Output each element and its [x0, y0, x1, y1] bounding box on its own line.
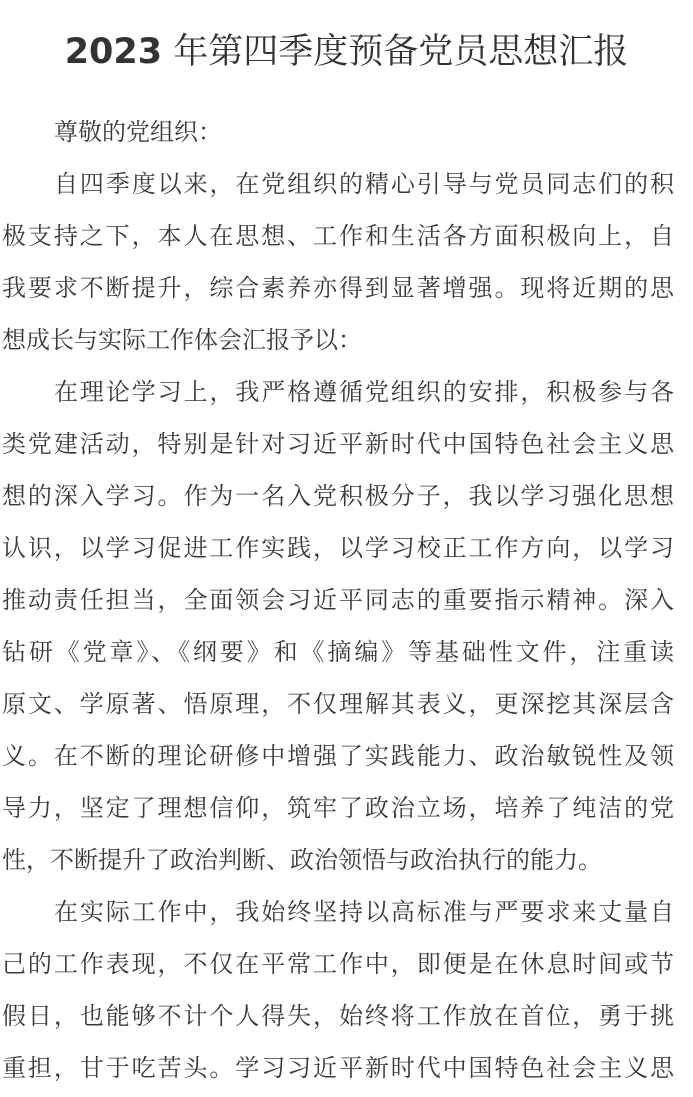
paragraph-line: 假日，也能够不计个人得失，始终将工作放在首位，勇于挑: [2, 1002, 674, 1030]
title-text: 年第四季度预备党员思想汇报: [173, 32, 629, 72]
salutation: 尊敬的党组织：: [54, 118, 222, 146]
paragraph-line: 在实际工作中，我始终坚持以高标准与严要求来丈量自: [54, 898, 674, 926]
paragraph-line: 类党建活动，特别是针对习近平新时代中国特色社会主义思: [2, 430, 674, 458]
paragraph-line: 认识，以学习促进工作实践，以学习校正工作方向，以学习: [2, 534, 674, 562]
paragraph-line: 推动责任担当，全面领会习近平同志的重要指示精神。深入: [2, 586, 674, 614]
paragraph-line: 自四季度以来，在党组织的精心引导与党员同志们的积: [54, 170, 674, 198]
document-title: [0, 22, 693, 82]
paragraph-line: 重担，甘于吃苦头。学习习近平新时代中国特色社会主义思: [2, 1054, 674, 1082]
title-year: 2023: [64, 32, 163, 72]
paragraph-line: 在理论学习上，我严格遵循党组织的安排，积极参与各: [54, 378, 674, 406]
paragraph-line: 我要求不断提升，综合素养亦得到显著增强。现将近期的思: [2, 274, 674, 302]
paragraph-line: 想的深入学习。作为一名入党积极分子，我以学习强化思想: [2, 482, 674, 510]
paragraph-line: 钻研《党章》、《纲要》和《摘编》等基础性文件，注重读: [2, 638, 674, 666]
paragraph-line: 己的工作表现，不仅在平常工作中，即便是在休息时间或节: [2, 950, 674, 978]
paragraph-line: 想成长与实际工作体会汇报予以：: [2, 326, 362, 354]
paragraph-line: 性，不断提升了政治判断、政治领悟与政治执行的能力。: [2, 846, 602, 874]
paragraph-line: 导力，坚定了理想信仰，筑牢了政治立场，培养了纯洁的党: [2, 794, 674, 822]
paragraph-line: 义。在不断的理论研修中增强了实践能力、政治敏锐性及领: [2, 742, 674, 770]
paragraph-line: 原文、学原著、悟原理，不仅理解其表义，更深挖其深层含: [2, 690, 674, 718]
paragraph-line: 极支持之下，本人在思想、工作和生活各方面积极向上，自: [2, 222, 674, 250]
